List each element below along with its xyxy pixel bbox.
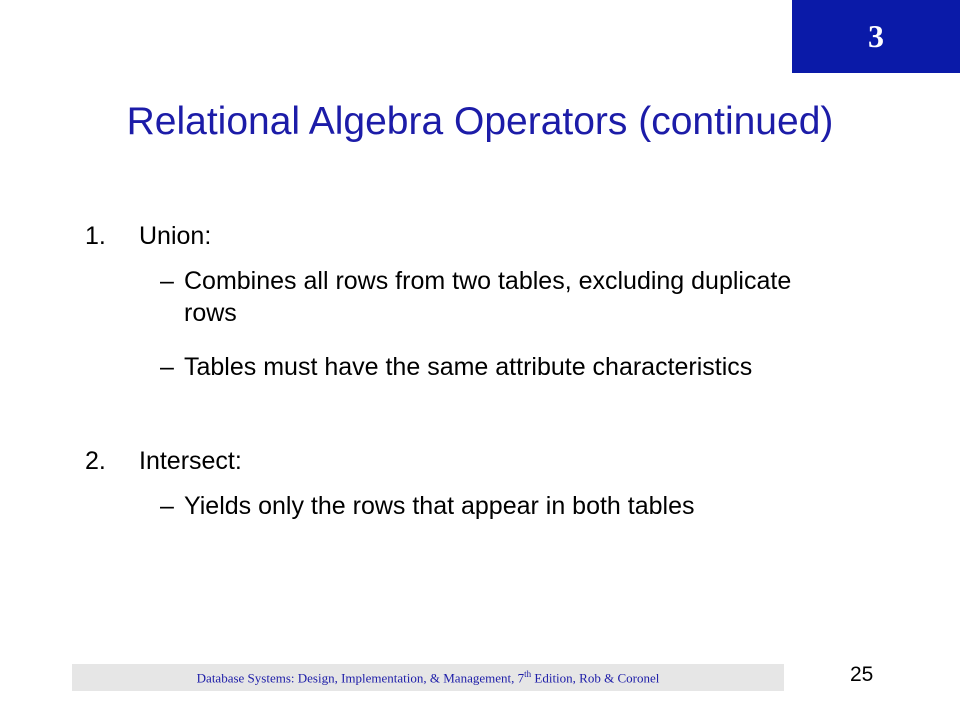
list-item-label: Intersect:: [139, 447, 242, 475]
sub-item-text: Combines all rows from two tables, excluding duplicate rows: [184, 267, 792, 327]
sub-item-text: Yields only the rows that appear in both tables: [184, 492, 695, 520]
sub-item-text: Tables must have the same attribute characteristics: [184, 353, 753, 381]
page-number: 25: [850, 663, 874, 686]
list-item-number: 1.: [85, 222, 106, 250]
footer-superscript: th: [524, 668, 532, 679]
footer-text-main: Database Systems: Design, Implementation, & Management, 7: [196, 670, 525, 686]
footer-text: [197, 669, 660, 686]
chapter-number: 3: [868, 18, 884, 54]
slide-title: Relational Algebra Operators (continued): [126, 100, 834, 143]
footer-bar: [72, 664, 784, 691]
list-item-label: Union:: [139, 222, 212, 250]
dash-bullet: –: [160, 267, 174, 295]
list-item-number: 2.: [85, 447, 106, 475]
footer-text-rest: Edition, Rob & Coronel: [531, 670, 660, 686]
dash-bullet: –: [160, 353, 174, 381]
dash-bullet: –: [160, 492, 174, 520]
